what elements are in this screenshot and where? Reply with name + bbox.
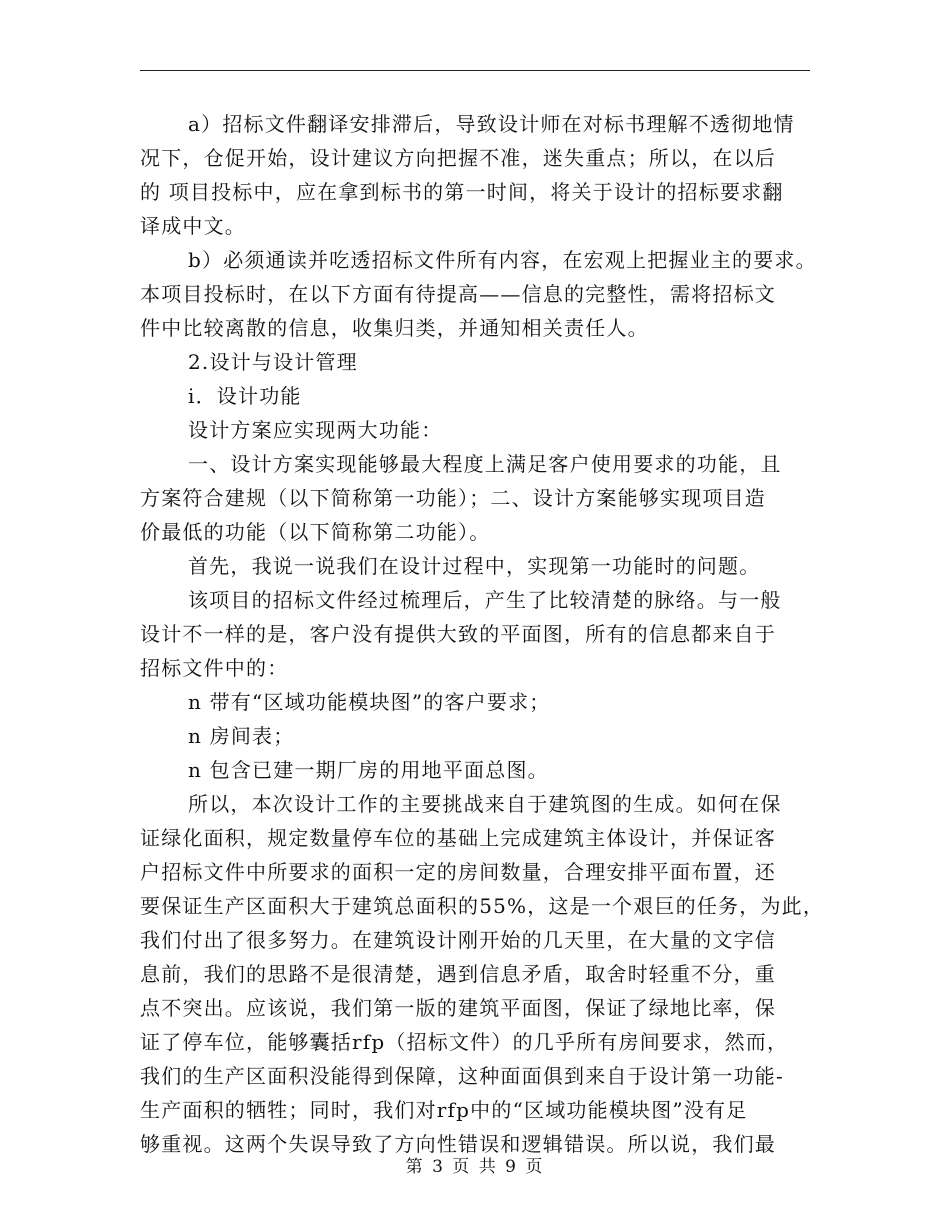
text-line: 我们付出了很多努力。在建筑设计刚开始的几天里，在大量的文字信 <box>140 928 776 952</box>
document-body <box>140 107 830 1161</box>
text-line: 件中比较离散的信息，收集归类，并通知相关责任人。 <box>140 316 649 340</box>
text-line: 方案符合建规（以下简称第一功能）；二、设计方案能够实现项目造 <box>140 486 766 510</box>
text-line: 况下，仓促开始，设计建议方向把握不准，迷失重点；所以，在以后 <box>140 146 776 170</box>
text-line: 点不突出。应该说，我们第一版的建筑平面图，保证了绿地比率，保 <box>140 996 776 1020</box>
paragraph <box>140 787 830 1161</box>
header-rule <box>140 70 810 71</box>
text-line: 要保证生产区面积大于建筑总面积的55%，这是一个艰巨的任务，为此， <box>140 894 825 918</box>
text-line: 首先，我说一说我们在设计过程中，实现第一功能时的问题。 <box>188 554 761 578</box>
text-line: 我们的生产区面积没能得到保障，这种面面俱到来自于设计第一功能- <box>140 1064 784 1088</box>
paragraph <box>140 345 830 379</box>
paragraph <box>140 685 830 719</box>
paragraph <box>140 753 830 787</box>
text-line: 2.设计与设计管理 <box>188 350 358 374</box>
text-line: 设计方案应实现两大功能： <box>188 418 443 442</box>
text-line: n 带有“区域功能模块图”的客户要求； <box>188 690 551 714</box>
text-line: i．设计功能 <box>188 384 302 408</box>
paragraph <box>140 549 830 583</box>
text-line: n 房间表； <box>188 724 295 748</box>
text-line: 一、设计方案实现能够最大程度上满足客户使用要求的功能，且 <box>188 452 782 476</box>
text-line: 生产面积的牺牲；同时，我们对rfp中的“区域功能模块图”没有足 <box>140 1098 748 1122</box>
paragraph <box>140 243 830 345</box>
paragraph <box>140 719 830 753</box>
paragraph <box>140 447 830 549</box>
text-line: 证了停车位，能够囊括rfp（招标文件）的几乎所有房间要求，然而， <box>140 1030 789 1054</box>
text-line: b）必须通读并吃透招标文件所有内容，在宏观上把握业主的要求。 <box>188 248 817 272</box>
page-number: 第 3 页 共 9 页 <box>405 1157 545 1177</box>
text-line: 证绿化面积，规定数量停车位的基础上完成建筑主体设计，并保证客 <box>140 826 776 850</box>
paragraph <box>140 413 830 447</box>
paragraph <box>140 107 830 243</box>
paragraph <box>140 379 830 413</box>
paragraph <box>140 583 830 685</box>
text-line: 招标文件中的： <box>140 656 289 680</box>
text-line: 价最低的功能（以下简称第二功能）。 <box>140 520 491 544</box>
text-line: 该项目的招标文件经过梳理后，产生了比较清楚的脉络。与一般 <box>188 588 782 612</box>
text-line: 户招标文件中所要求的面积一定的房间数量，合理安排平面布置，还 <box>140 860 776 884</box>
text-line: n 包含已建一期厂房的用地平面总图。 <box>188 758 549 782</box>
text-line: 息前，我们的思路不是很清楚，遇到信息矛盾，取舍时轻重不分，重 <box>140 962 776 986</box>
text-line: 所以，本次设计工作的主要挑战来自于建筑图的生成。如何在保 <box>188 792 782 816</box>
text-line: 够重视。这两个失误导致了方向性错误和逻辑错误。所以说，我们最 <box>140 1132 776 1156</box>
text-line: 设计不一样的是，客户没有提供大致的平面图，所有的信息都来自于 <box>140 622 776 646</box>
text-line: 本项目投标时，在以下方面有待提高——信息的完整性，需将招标文 <box>140 282 776 306</box>
text-line: a）招标文件翻译安排滞后，导致设计师在对标书理解不透彻地情 <box>188 112 795 136</box>
text-line: 译成中文。 <box>140 214 246 238</box>
text-line: 的 项目投标中，应在拿到标书的第一时间，将关于设计的招标要求翻 <box>140 180 784 204</box>
